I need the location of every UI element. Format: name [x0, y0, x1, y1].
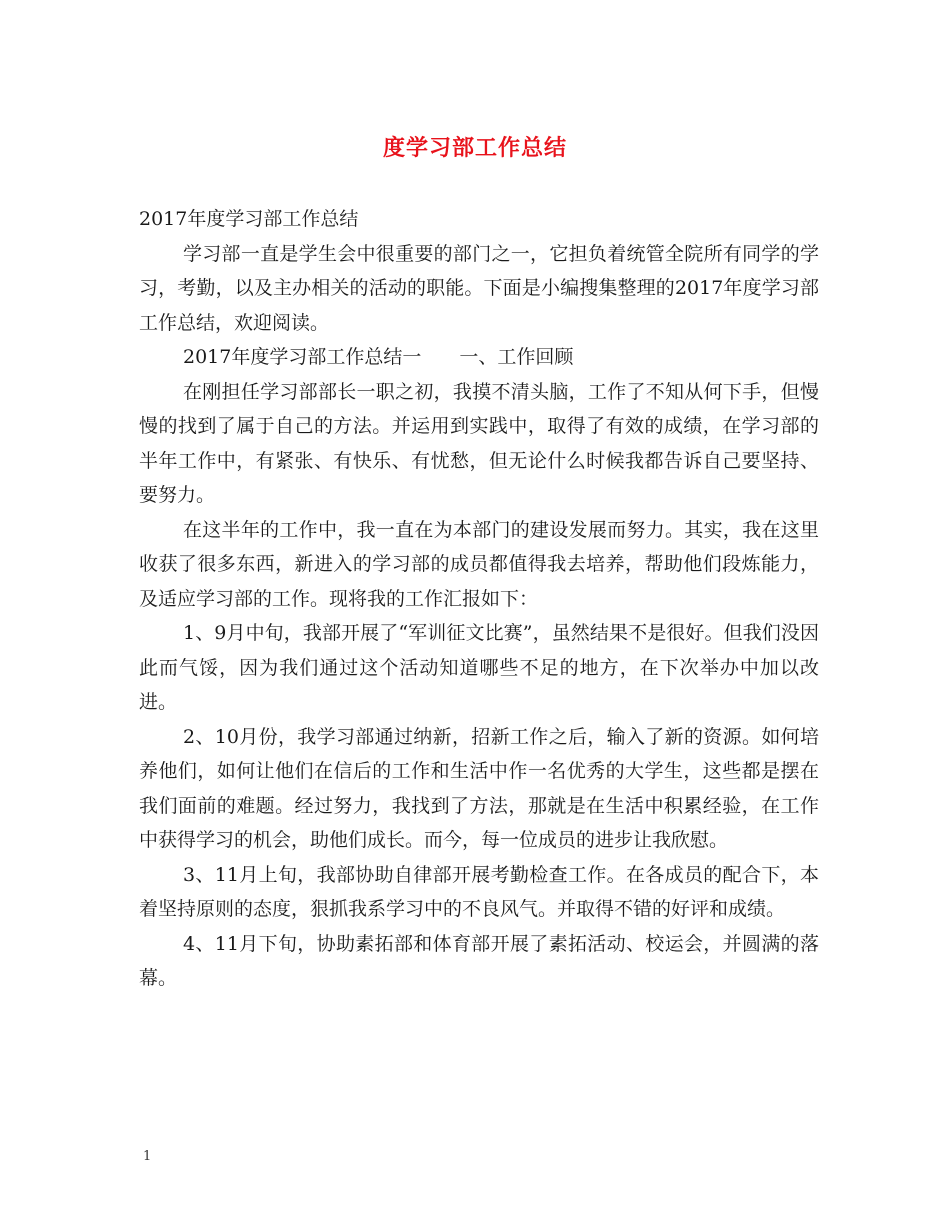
- paragraph-heading-line: 2017年度学习部工作总结: [139, 208, 359, 230]
- page-number: 1: [143, 1149, 152, 1164]
- paragraph-section-heading: 2017年度学习部工作总结一 一、工作回顾: [183, 346, 574, 368]
- paragraph-intro: 学习部一直是学生会中很重要的部门之一，它担负着统管全院所有同学的学习，考勤，以及主办相关的活动的职能。下面是小编搜集整理的2017年度学习部工作总结，欢迎阅读。: [139, 242, 819, 334]
- paragraph-half-year: 在这半年的工作中，我一直在为本部门的建设发展而努力。其实，我在这里收获了很多东西，新进入的学习部的成员都值得我去培养，帮助他们段炼能力，及适应学习部的工作。现将我的工作汇报如下：: [139, 518, 819, 610]
- paragraph-item-1: 1、9月中旬，我部开展了“军训征文比赛”，虽然结果不是很好。但我们没因此而气馁，因为我们通过这个活动知道哪些不足的地方，在下次举办中加以改进。: [139, 622, 819, 713]
- paragraph-item-4: 4、11月下旬，协助素拓部和体育部开展了素拓活动、校运会，并圆满的落幕。: [139, 932, 819, 989]
- document-body: [139, 202, 819, 996]
- document-title: 度学习部工作总结: [382, 136, 567, 161]
- paragraph-review: 在刚担任学习部部长一职之初，我摸不清头脑，工作了不知从何下手，但慢慢的找到了属于自己的方法。并运用到实践中，取得了有效的成绩，在学习部的半年工作中，有紧张、有快乐、有忧愁，但无论什么时候我都告诉自己要坚持、要努力。: [139, 380, 819, 506]
- paragraph-item-2: 2、10月份，我学习部通过纳新，招新工作之后，输入了新的资源。如何培养他们，如何让他们在信后的工作和生活中作一名优秀的大学生，这些都是摆在我们面前的难题。经过努力，我找到了方法，那就是在生活中积累经验，在工作中获得学习的机会，助他们成长。而今，每一位成员的进步让我欣慰。: [139, 725, 819, 851]
- paragraph-item-3: 3、11月上旬，我部协助自律部开展考勤检查工作。在各成员的配合下，本着坚持原则的态度，狠抓我系学习中的不良风气。并取得不错的好评和成绩。: [139, 863, 819, 920]
